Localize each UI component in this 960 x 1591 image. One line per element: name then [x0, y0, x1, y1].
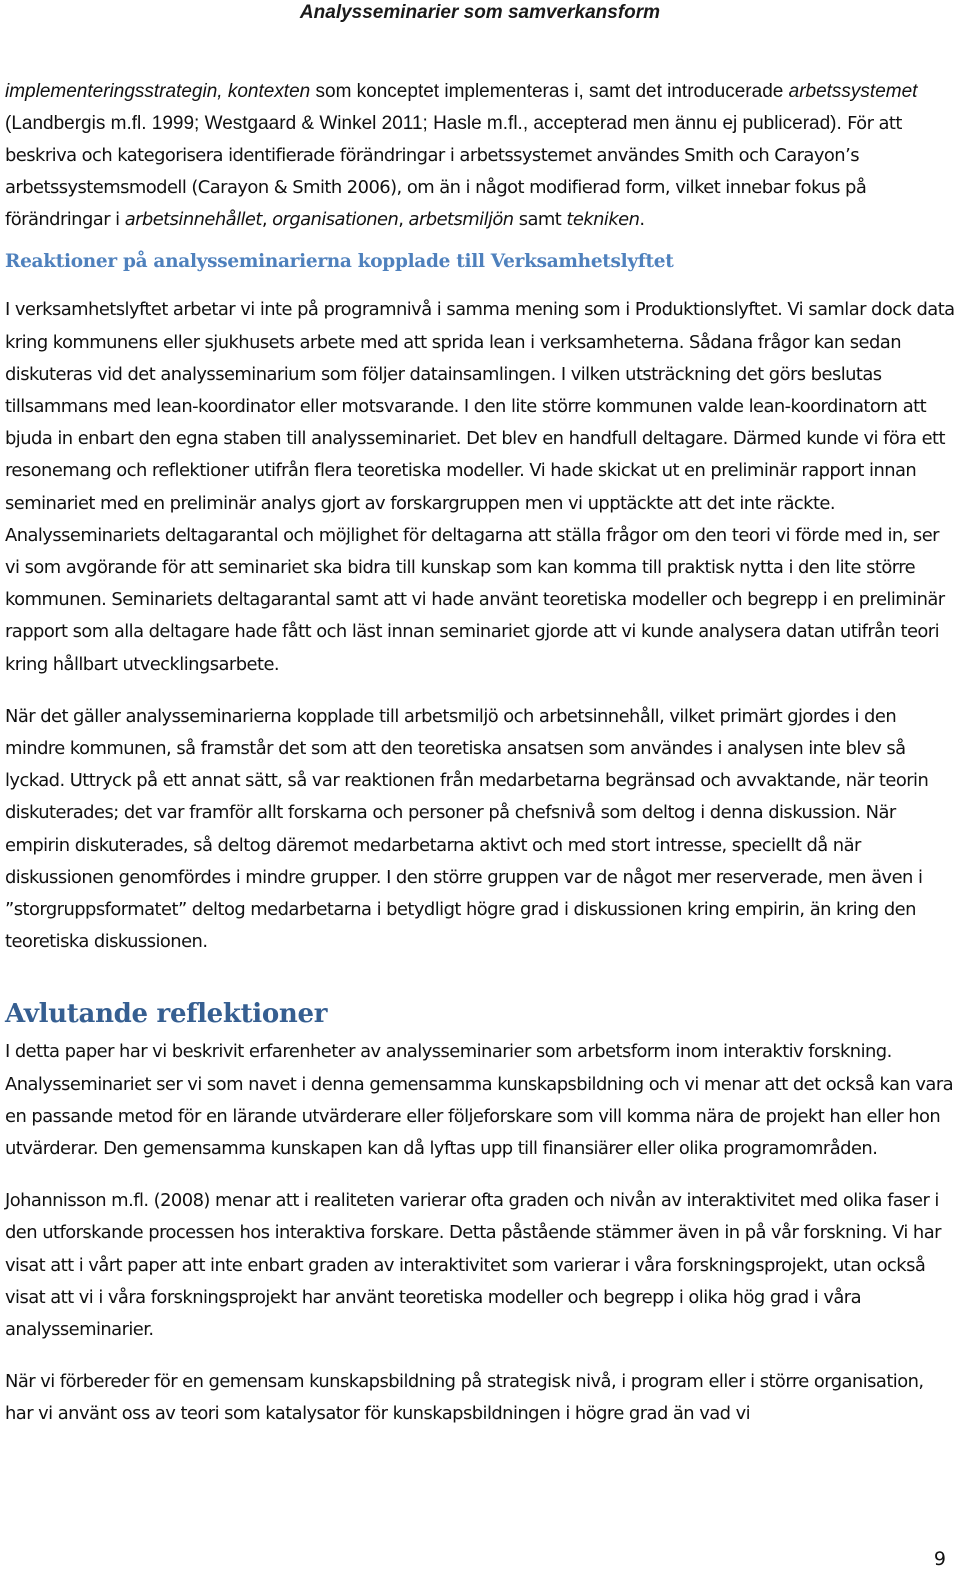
italic-term: arbetsmiljön: [408, 209, 514, 231]
body-paragraph: I detta paper har vi beskrivit erfarenheter av analysseminarier som arbetsform inom interaktiv forskning. Analysseminariet ser vi som navet i denna gemensamma kunskapsbildning och vi menar att det också kan vara en passande metod för en lärande utvärderare eller följeforskare som vill komma nära de projekt han eller hon utvärderar. Den gemensamma kunskapen kan då lyftas upp till finansiärer eller olika programområden.: [5, 1041, 954, 1159]
text-run: För att beskriva och kategorisera identifierade förändringar i arbetssystemet användes Smith och Carayon’s arbetssystemsmodell (Carayon & Smith 2006), om än i något modifierad form, vilket innebar fokus på förändringar i: [5, 112, 902, 231]
section-heading-reaktioner: Reaktioner på analysseminarierna kopplade till Verksamhetslyftet: [5, 251, 674, 273]
text-run: .: [639, 209, 645, 231]
text-run: (Landbergis m.fl. 1999; Westgaard & Winkel 2011; Hasle m.fl., accepterad men ännu ej publicerad).: [5, 112, 848, 134]
section-heading-avlutande: Avlutande reflektioner: [5, 999, 328, 1030]
text-run: som konceptet implementeras i, samt det introducerade: [310, 81, 789, 102]
body-paragraph: När vi förbereder för en gemensam kunskapsbildning på strategisk nivå, i program eller i större organisation, har vi använt oss av teori som katalysator för kunskapsbildningen i högre grad än vad vi: [5, 1371, 924, 1425]
text-run: samt: [513, 209, 567, 231]
italic-term: implementeringsstrategin, kontexten: [5, 81, 311, 102]
text-run: ,: [398, 209, 409, 231]
body-paragraph: När det gäller analysseminarierna kopplade till arbetsmiljö och arbetsinnehåll, vilket primärt gjordes i den mindre kommunen, så framstår det som att den teoretiska ansatsen som användes i analysen inte blev så lyckad. Uttryck på ett annat sätt, så var reaktionen från medarbetarna begränsad och avvaktande, när teorin diskuterades; det var framför allt forskarna och personer på chefsnivå som deltog i denna diskussion. När empirin diskuterades, så deltog däremot medarbetarna aktivt och med stort intresse, speciellt då när diskussionen genomfördes i mindre grupper. I den större gruppen var de något mer reserverade, men även i ”storgruppsformatet” deltog medarbetarna i betydligt högre grad i diskussionen kring empirin, än kring den teoretiska diskussionen.: [5, 705, 929, 953]
running-header: Analysseminarier som samverkansform: [299, 2, 661, 23]
body-paragraph: I verksamhetslyftet arbetar vi inte på programnivå i samma mening som i Produktionslyftet. Vi samlar dock data kring kommunens eller sjukhusets arbete med att sprida lean i verksamheterna. Sådana frågor kan sedan diskuteras vid det analysseminarium som följer datainsamlingen. I vilken utsträckning det görs beslutas tillsammans med lean-koordinator eller motsvarande. I den lite större kommunen valde lean-koordinatorn att bjuda in enbart den egna staben till analysseminariet. Det blev en handfull deltagare. Därmed kunde vi föra ett resonemang och reflektioner utifrån flera teoretiska modeller. Vi hade skickat ut en preliminär rapport innan seminariet med en preliminär analys gjort av forskargruppen men vi upptäckte att det inte räckte. Analysseminariets deltagarantal och möjlighet för deltagarna att ställa frågor om den teori vi förde med in, ser vi som avgörande för att seminariet ska bidra till kunskap som kan komma till praktisk nytta i den lite större kommunen. Seminariets deltagarantal samt att vi hade använt teoretiska modeller och begrepp i en preliminär rapport som alla deltagare hade fått och läst innan seminariet gjorde att vi kunde analysera datan utifrån teori kring hållbart utvecklingsarbete.: [5, 299, 955, 675]
italic-term: arbetssystemet: [788, 81, 918, 102]
page-content: [5, 76, 955, 1431]
intro-paragraph: [5, 76, 955, 236]
italic-term: arbetsinnehållet: [124, 209, 262, 231]
page-number: 9: [933, 1548, 946, 1570]
text-run: ,: [261, 209, 273, 231]
italic-term: organisationen: [272, 209, 399, 231]
italic-term: tekniken: [566, 209, 640, 231]
body-paragraph: Johannisson m.fl. (2008) menar att i realiteten varierar ofta graden och nivån av interaktivitet med olika faser i den utforskande processen hos interaktiva forskare. Detta påstående stämmer även in på vår forskning. Vi har visat att i vårt paper att inte enbart graden av interaktivitet som varierar i våra forskningsprojekt, utan också visat att vi i våra forskningsprojekt har använt teoretiska modeller och begrepp i olika hög grad i våra analysseminarier.: [5, 1190, 941, 1340]
